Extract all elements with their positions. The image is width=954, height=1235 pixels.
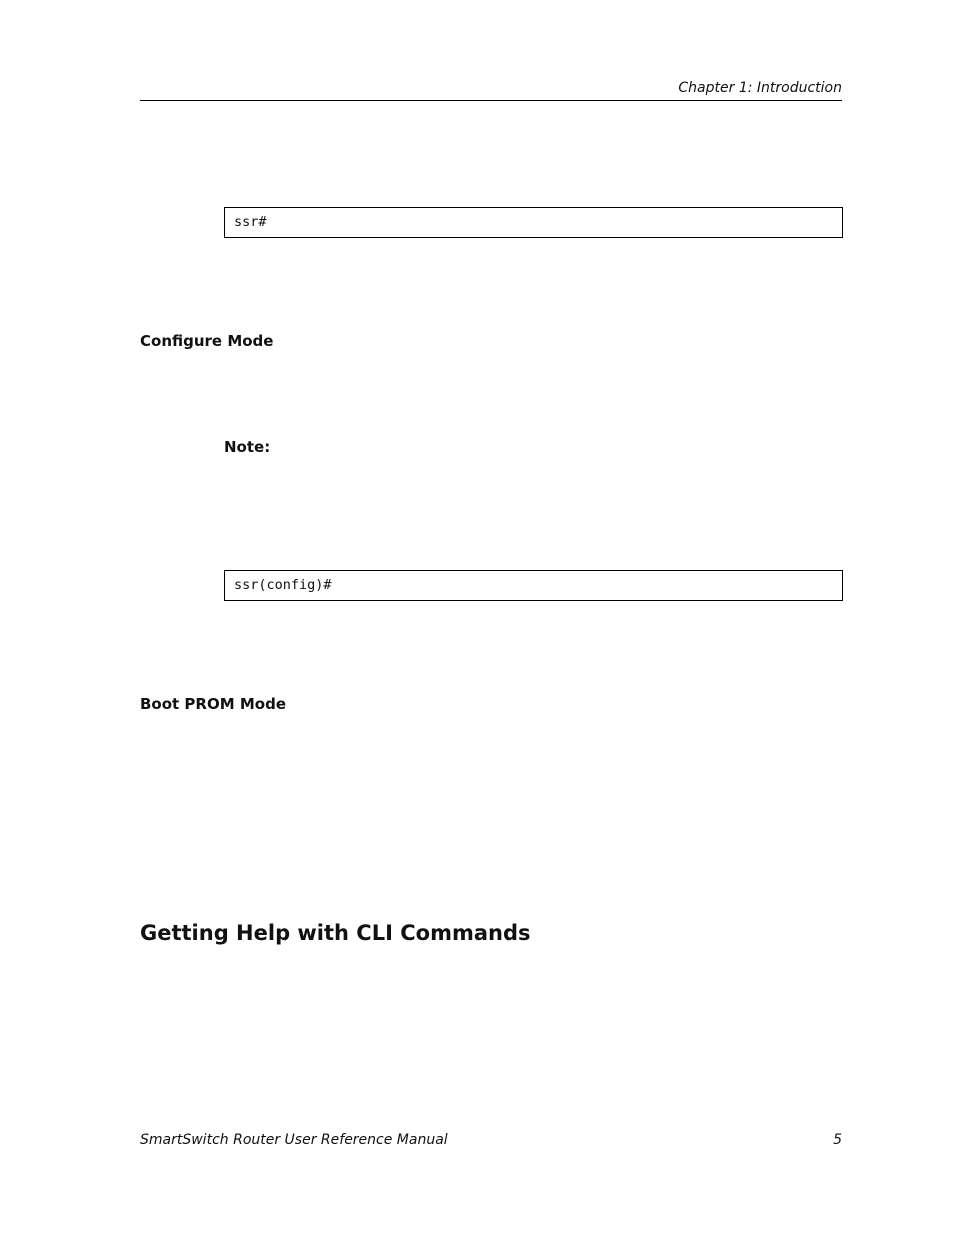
header-rule (140, 100, 842, 101)
subheading-configure-mode: Configure Mode (140, 332, 274, 350)
note-label: Note: (224, 438, 271, 456)
running-header-chapter: Chapter 1: Introduction (678, 80, 842, 96)
section-heading-getting-help: Getting Help with CLI Commands (140, 921, 531, 945)
footer-manual-title: SmartSwitch Router User Reference Manual (140, 1132, 448, 1148)
footer-page-number: 5 (833, 1132, 842, 1148)
code-example-privileged-prompt: ssr# (224, 207, 843, 238)
code-example-config-prompt: ssr(config)# (224, 570, 843, 601)
subheading-boot-prom-mode: Boot PROM Mode (140, 695, 287, 713)
